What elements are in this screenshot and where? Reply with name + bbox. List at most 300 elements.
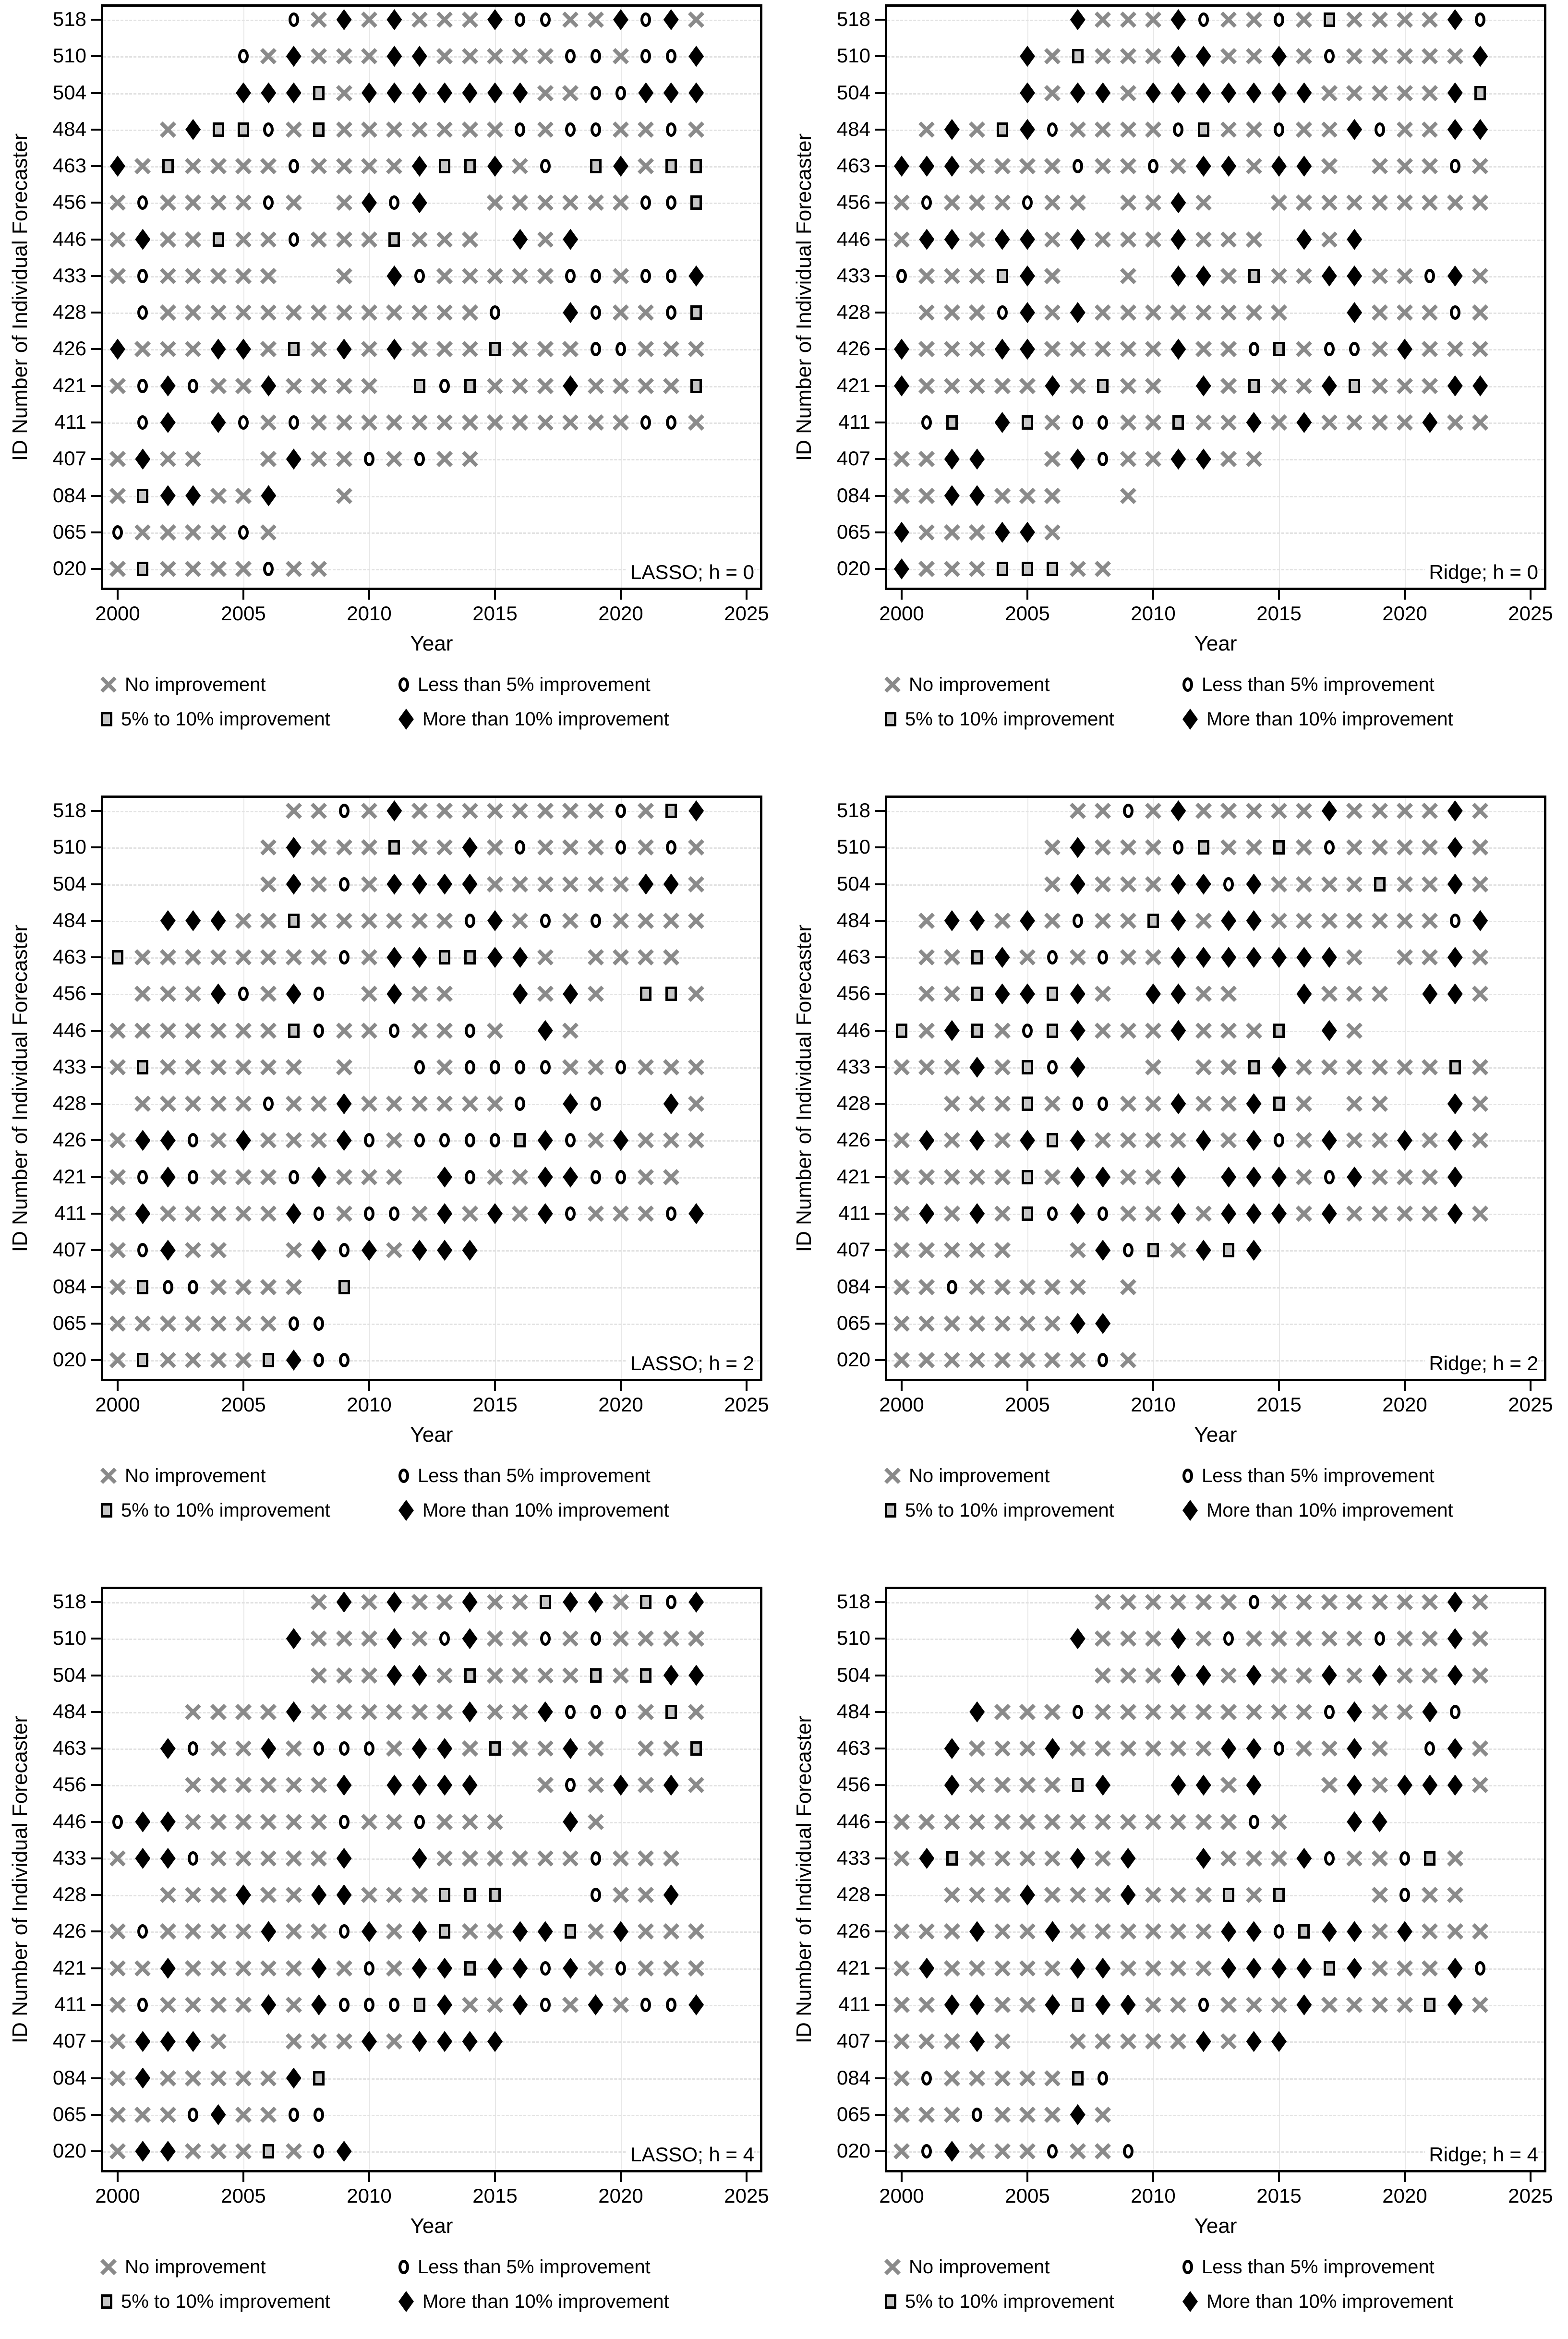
marker-less-than-5pct xyxy=(640,49,651,63)
marker-more-than-10pct xyxy=(1447,837,1463,858)
marker-less-than-5pct xyxy=(640,195,651,210)
y-tick-label: 421 xyxy=(52,374,86,397)
marker-no-improvement xyxy=(160,986,176,1001)
y-tick-label: 426 xyxy=(836,1919,870,1942)
marker-less-than-5pct xyxy=(339,950,350,965)
marker-no-improvement xyxy=(462,1096,478,1111)
marker-more-than-10pct xyxy=(1045,1994,1060,2015)
y-tick-label: 518 xyxy=(52,1590,86,1613)
marker-no-improvement xyxy=(944,1316,960,1331)
marker-no-improvement xyxy=(1472,986,1488,1001)
marker-no-improvement xyxy=(1045,415,1060,430)
marker-no-improvement xyxy=(185,1814,201,1830)
horizontal-gridline xyxy=(103,2005,760,2006)
horizontal-gridline xyxy=(887,1931,1544,1933)
marker-no-improvement xyxy=(261,1023,276,1038)
marker-more-than-10pct xyxy=(386,800,402,821)
marker-no-improvement xyxy=(185,1316,201,1331)
marker-less-than-5pct xyxy=(1098,1353,1108,1367)
marker-more-than-10pct xyxy=(1070,983,1086,1004)
marker-no-improvement xyxy=(185,341,201,357)
marker-no-improvement xyxy=(944,378,960,394)
marker-no-improvement xyxy=(588,1777,603,1793)
x-tick-label: 2005 xyxy=(1005,1393,1050,1416)
marker-less-than-5pct xyxy=(1399,1851,1410,1866)
x-tick-mark xyxy=(1152,1381,1154,1391)
marker-no-improvement xyxy=(1296,122,1312,137)
marker-more-than-10pct xyxy=(261,1738,276,1759)
marker-no-improvement xyxy=(487,415,503,430)
y-axis-label: ID Number of Individual Forecaster xyxy=(792,133,816,461)
marker-less-than-5pct xyxy=(314,2108,324,2122)
marker-no-improvement xyxy=(1070,195,1086,210)
marker-no-improvement xyxy=(1372,803,1387,819)
marker-no-improvement xyxy=(185,950,201,965)
marker-more-than-10pct xyxy=(969,2031,985,2052)
marker-no-improvement xyxy=(969,1961,985,1976)
marker-no-improvement xyxy=(1447,341,1463,357)
marker-more-than-10pct xyxy=(512,83,528,104)
marker-no-improvement xyxy=(563,1668,578,1683)
marker-5-to-10pct xyxy=(1424,1998,1435,2012)
marker-less-than-5pct xyxy=(666,49,676,63)
marker-no-improvement xyxy=(995,195,1010,210)
marker-no-improvement xyxy=(538,950,553,965)
marker-no-improvement xyxy=(1372,986,1387,1001)
marker-no-improvement xyxy=(1045,525,1060,540)
x-tick-mark xyxy=(368,590,370,600)
marker-no-improvement xyxy=(1121,1594,1136,1610)
marker-no-improvement xyxy=(386,1096,402,1111)
marker-more-than-10pct xyxy=(135,1203,150,1224)
x-tick-label: 2010 xyxy=(1131,1393,1176,1416)
marker-5-to-10pct xyxy=(1248,1060,1260,1074)
marker-less-than-5pct xyxy=(1424,1741,1435,1756)
marker-more-than-10pct xyxy=(211,2104,226,2125)
y-tick-mark xyxy=(875,312,885,313)
marker-more-than-10pct xyxy=(1447,1628,1463,1649)
y-tick-mark xyxy=(875,1139,885,1141)
marker-no-improvement xyxy=(462,1814,478,1830)
marker-less-than-5pct xyxy=(1073,1097,1083,1111)
marker-less-than-5pct xyxy=(465,914,475,928)
marker-no-improvement xyxy=(1095,1741,1110,1756)
marker-no-improvement xyxy=(135,1023,150,1038)
y-tick-label: 518 xyxy=(52,8,86,30)
y-tick-label: 020 xyxy=(52,1348,86,1371)
marker-no-improvement xyxy=(613,1206,628,1221)
marker-more-than-10pct xyxy=(1271,1203,1287,1224)
marker-no-improvement xyxy=(1070,2034,1086,2049)
marker-more-than-10pct xyxy=(1170,1093,1186,1114)
marker-no-improvement xyxy=(286,1924,302,1939)
marker-less-than-5pct xyxy=(1375,1631,1385,1646)
marker-more-than-10pct xyxy=(1070,1130,1086,1151)
marker-no-improvement xyxy=(588,1924,603,1939)
marker-no-improvement xyxy=(1095,232,1110,247)
marker-no-improvement xyxy=(995,1961,1010,1976)
y-tick-mark xyxy=(875,1030,885,1032)
marker-5-to-10pct xyxy=(1198,122,1209,137)
marker-no-improvement xyxy=(638,122,653,137)
marker-no-improvement xyxy=(462,232,478,247)
horizontal-gridline xyxy=(887,1287,1544,1289)
y-tick-label: 065 xyxy=(52,2102,86,2125)
marker-no-improvement xyxy=(1045,1814,1060,1830)
marker-more-than-10pct-icon xyxy=(398,2291,414,2312)
marker-no-improvement xyxy=(1095,341,1110,357)
marker-no-improvement xyxy=(919,1924,934,1939)
marker-more-than-10pct xyxy=(613,1130,628,1151)
marker-no-improvement xyxy=(944,1924,960,1939)
marker-no-improvement xyxy=(995,488,1010,504)
marker-less-than-5pct xyxy=(1223,877,1234,892)
marker-5-to-10pct xyxy=(1022,1097,1033,1111)
marker-no-improvement xyxy=(337,158,352,174)
marker-more-than-10pct xyxy=(1472,119,1488,140)
marker-more-than-10pct xyxy=(563,375,578,397)
marker-no-improvement xyxy=(613,378,628,394)
marker-no-improvement xyxy=(1121,232,1136,247)
marker-more-than-10pct xyxy=(1170,910,1186,931)
marker-more-than-10pct xyxy=(995,983,1010,1004)
marker-no-improvement xyxy=(613,1851,628,1866)
marker-no-improvement xyxy=(1196,1961,1211,1976)
marker-no-improvement xyxy=(160,950,176,965)
marker-no-improvement xyxy=(944,1242,960,1258)
marker-more-than-10pct xyxy=(919,229,934,250)
horizontal-gridline xyxy=(887,1822,1544,1823)
marker-no-improvement xyxy=(1020,1279,1035,1295)
y-tick-mark xyxy=(91,495,101,497)
marker-no-improvement xyxy=(311,1668,326,1683)
marker-no-improvement xyxy=(944,561,960,577)
marker-no-improvement xyxy=(286,305,302,320)
marker-no-improvement xyxy=(185,525,201,540)
marker-5-to-10pct xyxy=(1147,1243,1159,1257)
marker-no-improvement xyxy=(135,1316,150,1331)
marker-no-improvement xyxy=(1146,1023,1161,1038)
horizontal-gridline xyxy=(103,1858,760,1860)
marker-no-improvement xyxy=(362,232,377,247)
marker-no-improvement xyxy=(412,1631,427,1646)
marker-less-than-5pct xyxy=(314,1024,324,1038)
marker-no-improvement xyxy=(969,122,985,137)
marker-no-improvement xyxy=(1447,1887,1463,1903)
marker-no-improvement xyxy=(894,1961,909,1976)
marker-no-improvement xyxy=(1422,158,1437,174)
marker-less-than-5pct xyxy=(1123,804,1134,818)
horizontal-gridline xyxy=(103,386,760,387)
marker-no-improvement xyxy=(412,1887,427,1903)
marker-no-improvement xyxy=(1121,1279,1136,1295)
marker-no-improvement xyxy=(1322,85,1337,101)
marker-no-improvement xyxy=(1271,913,1287,928)
legend-item xyxy=(885,673,1049,696)
marker-no-improvement xyxy=(1322,986,1337,1001)
marker-no-improvement xyxy=(1095,1668,1110,1683)
marker-no-improvement xyxy=(135,1096,150,1111)
marker-no-improvement xyxy=(261,2071,276,2086)
marker-more-than-10pct xyxy=(412,1240,427,1261)
marker-no-improvement xyxy=(969,1316,985,1331)
marker-no-improvement xyxy=(211,2034,226,2049)
marker-no-improvement xyxy=(261,1777,276,1793)
marker-more-than-10pct xyxy=(563,1093,578,1114)
marker-no-improvement xyxy=(211,561,226,577)
horizontal-gridline xyxy=(887,1639,1544,1640)
marker-more-than-10pct xyxy=(1020,338,1035,360)
marker-5-to-10pct xyxy=(1349,379,1360,393)
marker-5-to-10pct xyxy=(263,1353,274,1367)
marker-more-than-10pct xyxy=(437,874,452,895)
marker-no-improvement xyxy=(1045,48,1060,64)
marker-no-improvement xyxy=(894,451,909,467)
marker-no-improvement xyxy=(588,12,603,27)
marker-no-improvement xyxy=(462,48,478,64)
x-tick-label: 2020 xyxy=(1382,2184,1427,2207)
marker-no-improvement xyxy=(1271,1851,1287,1866)
marker-no-improvement xyxy=(894,1206,909,1221)
marker-no-improvement xyxy=(1397,1060,1412,1075)
marker-no-improvement xyxy=(1397,415,1412,430)
marker-no-improvement xyxy=(1020,488,1035,504)
marker-no-improvement xyxy=(538,986,553,1001)
marker-5-to-10pct xyxy=(288,1024,300,1038)
marker-no-improvement xyxy=(286,1961,302,1976)
marker-no-improvement xyxy=(894,1133,909,1148)
y-tick-label: 421 xyxy=(52,1956,86,1979)
marker-5-to-10pct xyxy=(313,122,325,137)
horizontal-gridline xyxy=(887,1324,1544,1325)
marker-more-than-10pct xyxy=(1070,1167,1086,1188)
marker-less-than-5pct xyxy=(339,1353,350,1367)
marker-no-improvement xyxy=(1246,1887,1262,1903)
plot-area xyxy=(885,4,1546,590)
legend-item xyxy=(398,1499,669,1522)
marker-more-than-10pct xyxy=(286,1350,302,1371)
marker-no-improvement xyxy=(1322,1631,1337,1646)
marker-no-improvement xyxy=(487,48,503,64)
marker-more-than-10pct xyxy=(487,2031,503,2052)
marker-no-improvement-icon xyxy=(101,677,116,692)
marker-no-improvement xyxy=(613,48,628,64)
marker-no-improvement xyxy=(1095,913,1110,928)
marker-more-than-10pct xyxy=(386,1628,402,1649)
marker-more-than-10pct xyxy=(160,1167,176,1188)
marker-no-improvement xyxy=(236,1170,251,1185)
x-tick-label: 2000 xyxy=(879,2184,924,2207)
marker-no-improvement xyxy=(286,1777,302,1793)
marker-no-improvement xyxy=(160,1352,176,1368)
marker-no-improvement xyxy=(1422,1206,1437,1221)
marker-no-improvement xyxy=(995,1352,1010,1368)
legend-label: 5% to 10% improvement xyxy=(121,709,330,730)
marker-no-improvement xyxy=(110,2144,125,2159)
marker-no-improvement xyxy=(1296,378,1312,394)
marker-no-improvement xyxy=(1170,1961,1186,1976)
marker-no-improvement xyxy=(185,2144,201,2159)
marker-5-to-10pct xyxy=(464,1888,476,1902)
marker-more-than-10pct xyxy=(1271,1167,1287,1188)
marker-less-than-5pct xyxy=(339,804,350,818)
y-tick-mark xyxy=(875,846,885,848)
marker-no-improvement xyxy=(944,525,960,540)
marker-more-than-10pct xyxy=(487,9,503,30)
marker-no-improvement xyxy=(211,1133,226,1148)
marker-no-improvement xyxy=(185,232,201,247)
y-tick-mark xyxy=(91,531,101,533)
horizontal-gridline xyxy=(103,994,760,995)
marker-no-improvement xyxy=(185,451,201,467)
legend-label: 5% to 10% improvement xyxy=(121,2291,330,2312)
marker-no-improvement xyxy=(894,1924,909,1939)
marker-no-improvement xyxy=(969,1851,985,1866)
marker-no-improvement xyxy=(1347,1060,1362,1075)
marker-no-improvement xyxy=(1221,1668,1236,1683)
marker-less-than-5pct xyxy=(666,269,676,283)
marker-no-improvement xyxy=(1372,1777,1387,1793)
marker-no-improvement xyxy=(362,950,377,965)
legend-item xyxy=(398,673,651,696)
marker-more-than-10pct xyxy=(286,983,302,1004)
marker-no-improvement xyxy=(412,803,427,819)
marker-no-improvement xyxy=(362,158,377,174)
marker-5-to-10pct xyxy=(464,379,476,393)
y-tick-mark xyxy=(875,165,885,167)
marker-5-to-10pct xyxy=(464,1961,476,1976)
marker-no-improvement xyxy=(311,305,326,320)
marker-no-improvement xyxy=(538,268,553,284)
marker-no-improvement xyxy=(236,1924,251,1939)
marker-less-than-5pct xyxy=(640,415,651,430)
y-tick-mark xyxy=(91,1176,101,1178)
y-tick-mark xyxy=(91,348,101,350)
marker-no-improvement xyxy=(1447,415,1463,430)
marker-no-improvement xyxy=(1372,415,1387,430)
marker-no-improvement xyxy=(211,1777,226,1793)
marker-more-than-10pct xyxy=(1170,229,1186,250)
marker-no-improvement xyxy=(337,48,352,64)
marker-no-improvement xyxy=(311,1851,326,1866)
marker-no-improvement xyxy=(995,1316,1010,1331)
marker-more-than-10pct xyxy=(1347,1958,1362,1979)
legend-item xyxy=(101,1464,265,1487)
marker-no-improvement xyxy=(894,1352,909,1368)
marker-more-than-10pct xyxy=(944,119,960,140)
marker-5-to-10pct xyxy=(464,1668,476,1683)
x-tick-label: 2000 xyxy=(95,2184,140,2207)
marker-no-improvement xyxy=(1447,48,1463,64)
x-tick-label: 2010 xyxy=(1131,602,1176,625)
marker-no-improvement xyxy=(1170,1242,1186,1258)
marker-no-improvement xyxy=(1121,1704,1136,1720)
marker-no-improvement xyxy=(1347,1594,1362,1610)
horizontal-gridline xyxy=(103,1676,760,1677)
marker-no-improvement xyxy=(1146,1668,1161,1683)
marker-no-improvement xyxy=(185,1997,201,2013)
marker-no-improvement xyxy=(185,1777,201,1793)
marker-no-improvement xyxy=(1372,1096,1387,1111)
marker-5-to-10pct xyxy=(946,415,958,430)
marker-more-than-10pct xyxy=(1095,1240,1110,1261)
marker-more-than-10pct xyxy=(261,1994,276,2015)
marker-5-to-10pct xyxy=(1273,1097,1285,1111)
marker-no-improvement xyxy=(1221,986,1236,1001)
marker-no-improvement xyxy=(311,2034,326,2049)
marker-no-improvement xyxy=(1347,1023,1362,1038)
y-tick-mark xyxy=(875,348,885,350)
marker-no-improvement xyxy=(261,1704,276,1720)
marker-no-improvement xyxy=(919,268,934,284)
marker-more-than-10pct xyxy=(995,229,1010,250)
marker-no-improvement xyxy=(1045,305,1060,320)
marker-no-improvement xyxy=(995,1741,1010,1756)
y-tick-mark xyxy=(875,129,885,131)
marker-more-than-10pct xyxy=(894,375,909,397)
marker-no-improvement xyxy=(1271,1594,1287,1610)
marker-no-improvement xyxy=(337,1961,352,1976)
y-tick-label: 510 xyxy=(52,835,86,858)
marker-more-than-10pct xyxy=(1070,1628,1086,1649)
y-tick-label: 456 xyxy=(836,982,870,1005)
y-tick-mark xyxy=(91,1967,101,1969)
marker-no-improvement xyxy=(135,986,150,1001)
marker-more-than-10pct xyxy=(1170,9,1186,30)
marker-no-improvement xyxy=(487,877,503,892)
marker-no-improvement xyxy=(211,525,226,540)
marker-no-improvement xyxy=(1146,1206,1161,1221)
marker-more-than-10pct xyxy=(1070,229,1086,250)
marker-no-improvement xyxy=(211,1206,226,1221)
marker-no-improvement xyxy=(1146,232,1161,247)
marker-more-than-10pct xyxy=(286,1203,302,1224)
marker-no-improvement xyxy=(638,1924,653,1939)
marker-less-than-5pct xyxy=(414,1060,425,1074)
marker-less-than-5pct xyxy=(666,1206,676,1221)
marker-no-improvement xyxy=(1472,1206,1488,1221)
marker-no-improvement xyxy=(261,986,276,1001)
marker-no-improvement xyxy=(437,232,452,247)
legend-item xyxy=(398,2255,651,2279)
marker-no-improvement xyxy=(211,1060,226,1075)
marker-less-than-5pct xyxy=(1324,1170,1335,1184)
marker-more-than-10pct xyxy=(1246,1774,1262,1796)
marker-more-than-10pct xyxy=(1246,1958,1262,1979)
marker-less-than-5pct xyxy=(188,1133,198,1147)
marker-no-improvement xyxy=(160,1206,176,1221)
marker-5-to-10pct xyxy=(1022,1206,1033,1221)
marker-no-improvement xyxy=(663,1060,679,1075)
marker-no-improvement xyxy=(1095,1814,1110,1830)
marker-no-improvement xyxy=(1221,378,1236,394)
y-tick-mark xyxy=(91,2150,101,2152)
marker-no-improvement xyxy=(487,268,503,284)
marker-more-than-10pct xyxy=(337,1130,352,1151)
marker-more-than-10pct xyxy=(1422,983,1437,1004)
marker-no-improvement xyxy=(236,2071,251,2086)
marker-no-improvement xyxy=(1397,195,1412,210)
marker-no-improvement xyxy=(236,232,251,247)
marker-less-than-5pct xyxy=(1098,452,1108,466)
horizontal-gridline xyxy=(103,957,760,959)
marker-more-than-10pct xyxy=(1020,302,1035,323)
horizontal-gridline xyxy=(103,2115,760,2116)
marker-no-improvement xyxy=(160,195,176,210)
marker-no-improvement xyxy=(160,2107,176,2122)
marker-5-to-10pct xyxy=(388,840,400,855)
y-tick-label: 428 xyxy=(52,1883,86,1906)
